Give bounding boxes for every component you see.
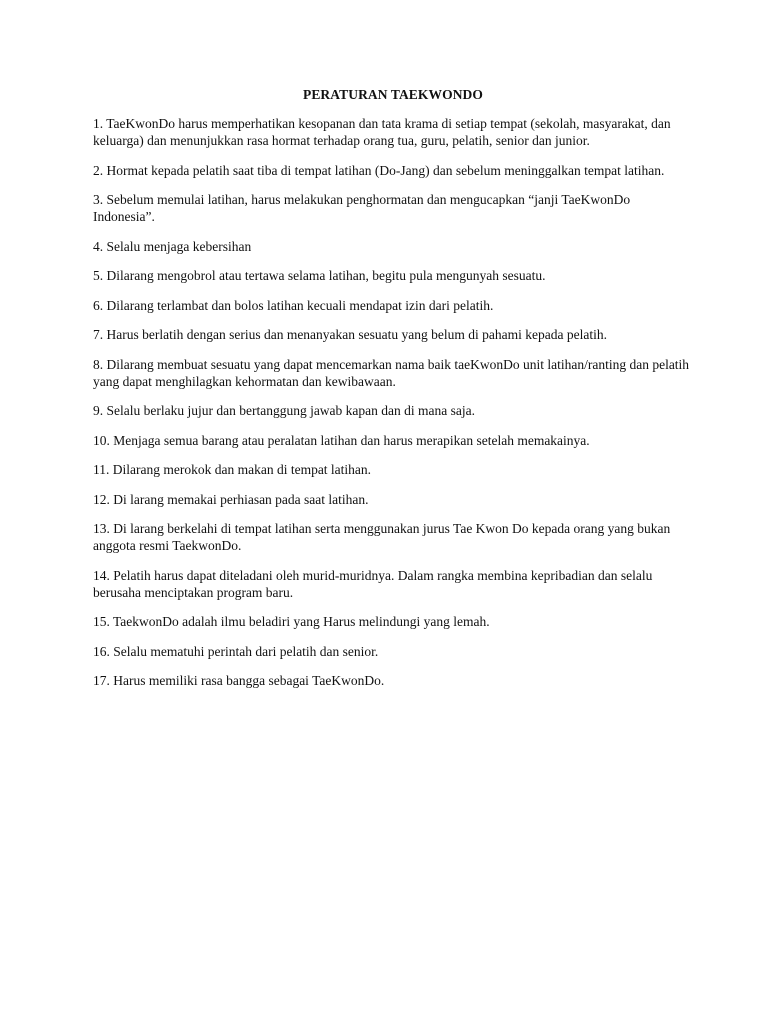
document-page — [93, 86, 693, 702]
rule-item-16: 16. Selalu mematuhi perintah dari pelatih dan senior. — [93, 643, 379, 659]
rule-item-14: 14. Pelatih harus dapat diteladani oleh murid-muridnya. Dalam rangka membina kepribadian dan selalu berusaha menciptakan program baru. — [93, 567, 653, 600]
rule-item-8: 8. Dilarang membuat sesuatu yang dapat mencemarkan nama baik taeKwonDo unit latihan/ranting dan pelatih yang dapat menghilagkan kehormatan dan kewibawaan. — [93, 356, 690, 389]
document-title: PERATURAN TAEKWONDO — [302, 87, 484, 102]
rule-item-3: 3. Sebelum memulai latihan, harus melakukan penghormatan dan mengucapkan “janji TaeKwonDo Indonesia”. — [93, 192, 631, 224]
rule-item-11: 11. Dilarang merokok dan makan di tempat latihan. — [93, 462, 372, 477]
rule-item-12: 12. Di larang memakai perhiasan pada saat latihan. — [93, 491, 369, 507]
rule-item-9: 9. Selalu berlaku jujur dan bertanggung jawab kapan dan di mana saja. — [93, 403, 476, 418]
rule-item-2: 2. Hormat kepada pelatih saat tiba di tempat latihan (Do-Jang) dan sebelum meninggalkan tempat latihan. — [93, 162, 665, 178]
rule-item-5: 5. Dilarang mengobrol atau tertawa selama latihan, begitu pula mengunyah sesuatu. — [93, 268, 546, 283]
rule-item-1: 1. TaeKwonDo harus memperhatikan kesopanan dan tata krama di setiap tempat (sekolah, masyarakat, dan keluarga) dan menunjukkan rasa hormat terhadap orang tua, guru, pelatih, senior dan junior. — [93, 116, 671, 148]
rule-item-13: 13. Di larang berkelahi di tempat latihan serta menggunakan jurus Tae Kwon Do kepada orang yang bukan anggota resmi TaekwonDo. — [93, 521, 671, 553]
rule-item-10: 10. Menjaga semua barang atau peralatan latihan dan harus merapikan setelah memakainya. — [93, 432, 590, 448]
rule-item-15: 15. TaekwonDo adalah ilmu beladiri yang Harus melindungi yang lemah. — [93, 614, 490, 629]
rule-item-4: 4. Selalu menjaga kebersihan — [93, 238, 252, 254]
rule-item-6: 6. Dilarang terlambat dan bolos latihan kecuali mendapat izin dari pelatih. — [93, 297, 494, 313]
rule-item-17: 17. Harus memiliki rasa bangga sebagai TaeKwonDo. — [93, 673, 385, 688]
rule-item-7: 7. Harus berlatih dengan serius dan menanyakan sesuatu yang belum di pahami kepada pelatih. — [93, 327, 607, 342]
